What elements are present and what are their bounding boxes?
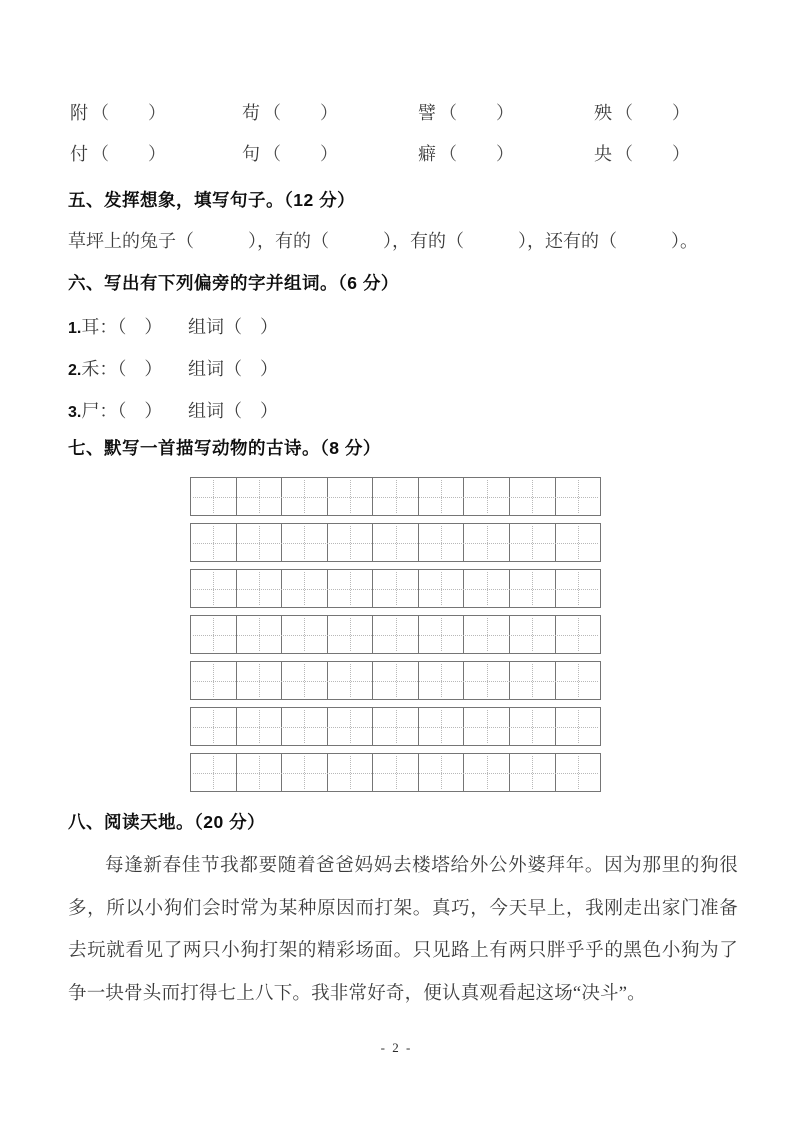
writing-grid-row: [190, 477, 601, 516]
zuci-answer-blank: 组词（ ）: [188, 317, 278, 337]
writing-grid-cell: [464, 708, 510, 745]
answer-blank: （ ）: [91, 144, 167, 164]
matching-pair: [594, 143, 720, 165]
writing-grid-cell: [282, 754, 328, 791]
matching-pair: [242, 102, 418, 124]
writing-grid-cell: [464, 754, 510, 791]
page-number: - 2 -: [380, 1040, 413, 1055]
writing-grid-row: [190, 707, 601, 746]
writing-grid-row: [190, 661, 601, 700]
writing-grid-cell: [510, 708, 556, 745]
zuci-answer-blank: 组词（ ）: [188, 401, 278, 421]
matching-character: 付: [70, 144, 88, 164]
writing-grid-cell: [328, 708, 374, 745]
matching-character: 句: [242, 144, 260, 164]
writing-grid-cell: [237, 570, 283, 607]
matching-pair: [418, 143, 594, 165]
section5-heading: 五、发挥想象，填写句子。（12 分）: [68, 190, 356, 210]
radical-blank-group: [68, 316, 188, 340]
writing-grid-cell: [282, 708, 328, 745]
writing-grid-cell: [510, 524, 556, 561]
writing-grid-cell: [237, 754, 283, 791]
writing-grid-cell: [328, 478, 374, 515]
writing-grid-cell: [373, 662, 419, 699]
answer-blank: （ ）: [263, 144, 339, 164]
answer-blank: （ ）: [439, 144, 515, 164]
reading-paragraph: 每逢新春佳节我都要随着爸爸妈妈去楼塔给外公外婆拜年。因为那里的狗很多，所以小狗们会时常为某种原因而打架。真巧，今天早上，我刚走出家门准备去玩就看见了两只小狗打架的精彩场面。只见路上有两只胖乎乎的黑色小狗为了争一块骨头而打得七上八下。我非常好奇，便认真观看起这场“决斗”。: [68, 856, 738, 1004]
writing-grid-cell: [191, 524, 237, 561]
writing-grid-cell: [510, 616, 556, 653]
writing-grid-cell: [373, 524, 419, 561]
matching-pair: [594, 102, 720, 124]
writing-grid-cell: [419, 662, 465, 699]
writing-grid: [190, 477, 601, 799]
writing-grid-cell: [419, 570, 465, 607]
writing-grid-row: [190, 569, 601, 608]
writing-grid-cell: [556, 754, 601, 791]
matching-character: 殃: [594, 103, 612, 123]
answer-blank: （ ）: [615, 103, 691, 123]
writing-grid-cell: [419, 708, 465, 745]
matching-pair: [242, 143, 418, 165]
writing-grid-cell: [419, 524, 465, 561]
writing-grid-cell: [282, 478, 328, 515]
matching-pair: [70, 102, 242, 124]
writing-grid-cell: [373, 478, 419, 515]
writing-grid-cell: [237, 708, 283, 745]
answer-blank: （ ）: [615, 144, 691, 164]
section5-fill-sentence: 草坪上的兔子（ ），有的（ ），有的（ ），还有的（ ）。: [68, 231, 698, 251]
writing-grid-cell: [282, 570, 328, 607]
writing-grid-cell: [191, 662, 237, 699]
writing-grid-cell: [556, 662, 601, 699]
writing-grid-cell: [556, 616, 601, 653]
item-number: 1.: [68, 320, 82, 337]
writing-grid-cell: [373, 570, 419, 607]
writing-grid-cell: [237, 662, 283, 699]
writing-grid-cell: [373, 708, 419, 745]
writing-grid-cell: [237, 616, 283, 653]
writing-grid-cell: [419, 616, 465, 653]
item-number: 3.: [68, 404, 82, 421]
writing-grid-cell: [419, 754, 465, 791]
radical-item-1: [68, 316, 278, 340]
writing-grid-cell: [556, 524, 601, 561]
answer-blank: （ ）: [263, 103, 339, 123]
writing-grid-cell: [282, 524, 328, 561]
writing-grid-cell: [191, 708, 237, 745]
radical-answer-blank: 禾：（ ）: [81, 359, 163, 379]
writing-grid-cell: [510, 754, 556, 791]
writing-grid-cell: [328, 570, 374, 607]
writing-grid-cell: [556, 570, 601, 607]
writing-grid-cell: [556, 708, 601, 745]
writing-grid-cell: [510, 478, 556, 515]
writing-grid-cell: [419, 478, 465, 515]
writing-grid-cell: [464, 570, 510, 607]
radical-answer-blank: 尸：（ ）: [81, 401, 163, 421]
radical-item-3: [68, 400, 278, 424]
writing-grid-cell: [464, 616, 510, 653]
writing-grid-row: [190, 615, 601, 654]
matching-row-2: [70, 143, 720, 165]
writing-grid-row: [190, 753, 601, 792]
radical-blank-group: [68, 400, 188, 424]
writing-grid-cell: [328, 662, 374, 699]
matching-character: 譬: [418, 103, 436, 123]
writing-grid-cell: [373, 754, 419, 791]
answer-blank: （ ）: [91, 103, 167, 123]
writing-grid-cell: [191, 478, 237, 515]
writing-grid-cell: [464, 524, 510, 561]
item-number: 2.: [68, 362, 82, 379]
writing-grid-cell: [191, 570, 237, 607]
matching-pair: [70, 143, 242, 165]
matching-row-1: [70, 102, 720, 124]
writing-grid-cell: [191, 754, 237, 791]
writing-grid-cell: [464, 662, 510, 699]
writing-grid-cell: [237, 524, 283, 561]
section7-heading: 七、默写一首描写动物的古诗。（8 分）: [68, 438, 381, 458]
radical-item-2: [68, 358, 278, 382]
writing-grid-cell: [510, 570, 556, 607]
radical-blank-group: [68, 358, 188, 382]
writing-grid-cell: [510, 662, 556, 699]
writing-grid-cell: [328, 616, 374, 653]
matching-character: 央: [594, 144, 612, 164]
writing-grid-cell: [328, 524, 374, 561]
radical-answer-blank: 耳：（ ）: [81, 317, 163, 337]
writing-grid-cell: [328, 754, 374, 791]
section8-heading: 八、阅读天地。（20 分）: [68, 812, 266, 832]
writing-grid-row: [190, 523, 601, 562]
section6-heading: 六、写出有下列偏旁的字并组词。（6 分）: [68, 273, 399, 293]
answer-blank: （ ）: [439, 103, 515, 123]
matching-pair: [418, 102, 594, 124]
zuci-answer-blank: 组词（ ）: [188, 359, 278, 379]
writing-grid-cell: [373, 616, 419, 653]
writing-grid-cell: [237, 478, 283, 515]
matching-character: 癖: [418, 144, 436, 164]
writing-grid-cell: [556, 478, 601, 515]
matching-character: 苟: [242, 103, 260, 123]
writing-grid-cell: [282, 616, 328, 653]
writing-grid-cell: [191, 616, 237, 653]
matching-character: 附: [70, 103, 88, 123]
writing-grid-cell: [464, 478, 510, 515]
writing-grid-cell: [282, 662, 328, 699]
